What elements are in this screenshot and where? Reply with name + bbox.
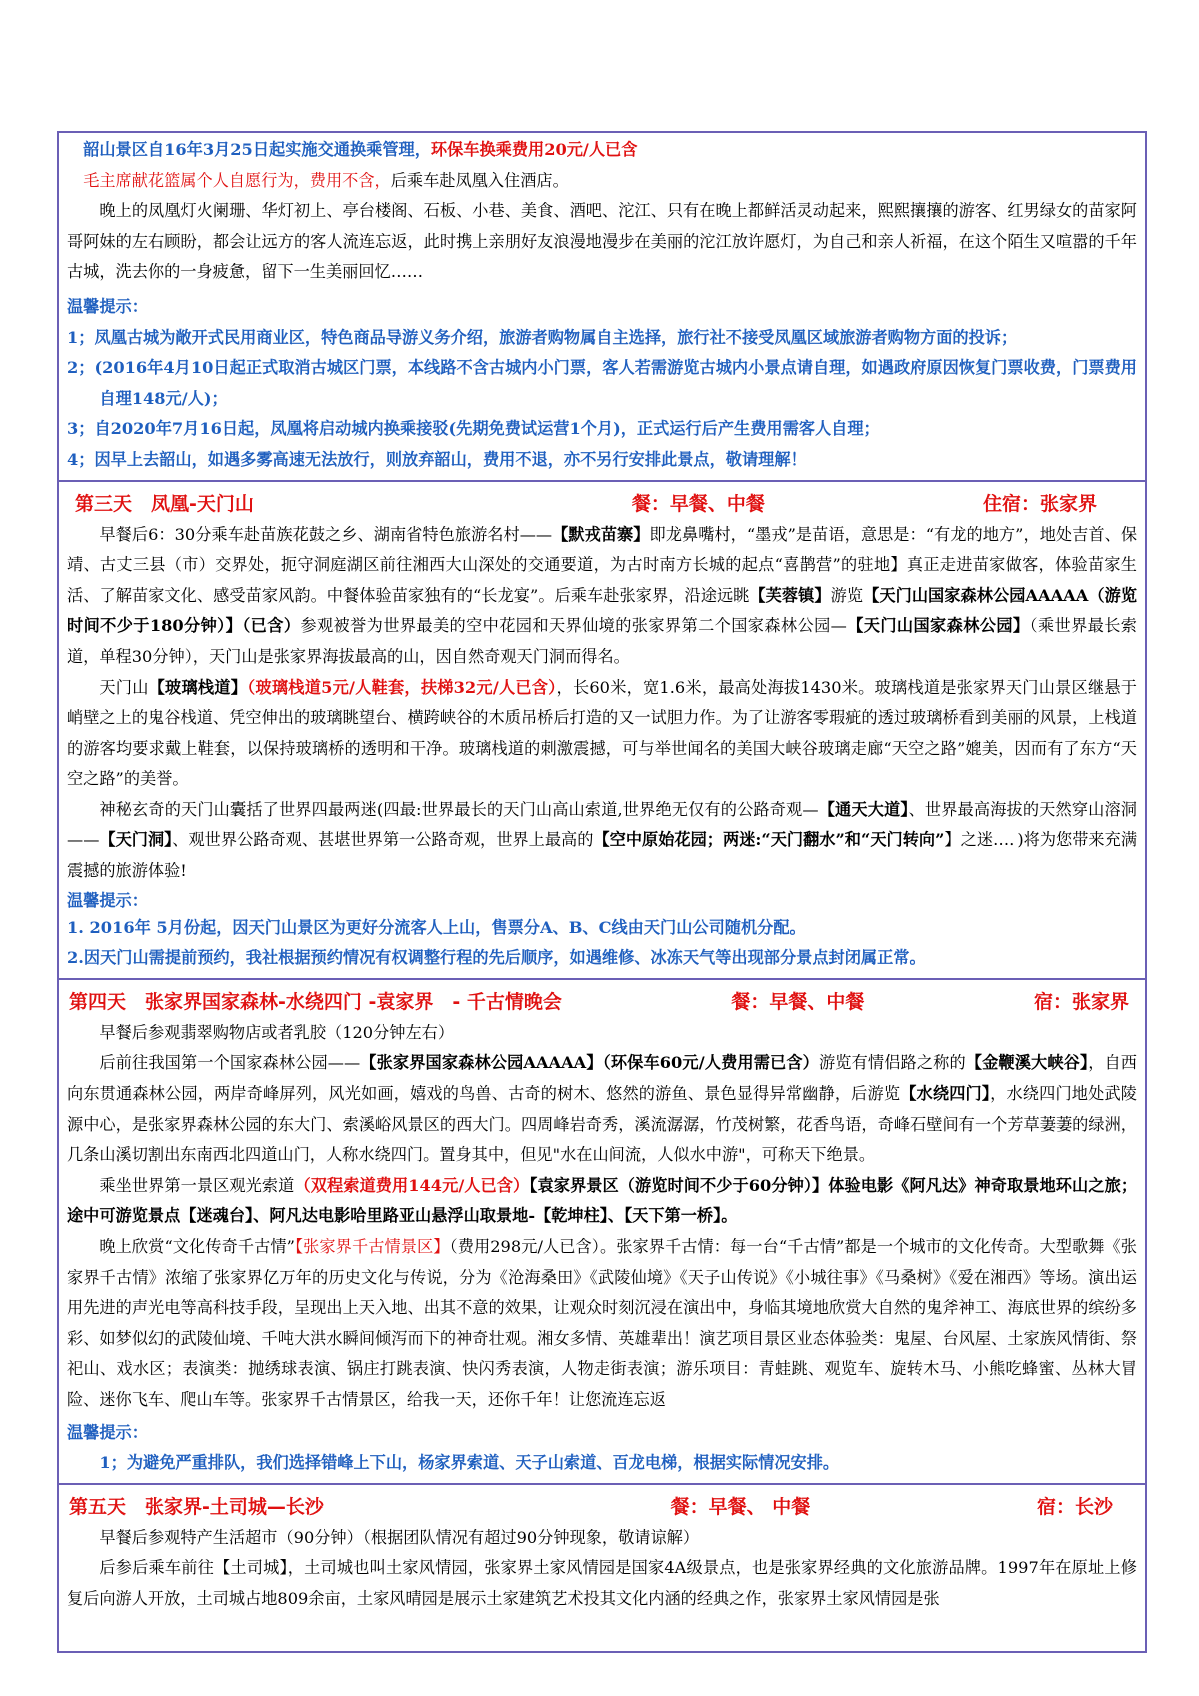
day3-paragraph-2: 天门山【玻璃栈道】（玻璃栈道5元/人鞋套，扶梯32元/人已含），长60米，宽1.6米，最高处海拔1430米。玻璃栈道是张家界天门山景区继悬于峭壁之上的鬼谷栈道、凭空伸出的玻璃眺望台、横跨峡谷的木质吊桥后打造的又一试胆力作。为了让游客零瑕疵的透过玻璃桥看到美丽的风景，上栈道的游客均要求戴上鞋套，以保持玻璃桥的透明和干净。玻璃栈道的刺激震撼，可与举世闻名的美国大峡谷玻璃走廊“天空之路”媲美，因而有了东方“天空之路”的美誉。 xyxy=(67,677,1137,789)
fenghuang-night-paragraph: 晚上的凤凰灯火阑珊、华灯初上、亭台楼阁、石板、小巷、美食、酒吧、沱江、只有在晚上都鲜活灵动起来，熙熙攘攘的游客、红男绿女的苗家阿哥阿妹的左右顾盼，都会让远方的客人流连忘返，此时携上亲朋好友浪漫地漫步在美丽的沱江放许愿灯，为自己和亲人祈福，在这个陌生又喧嚣的千年古城，洗去你的一身疲惫，留下一生美丽回忆…… xyxy=(67,201,1137,282)
day5-section xyxy=(59,1485,1145,1619)
day-title: 第三天 凤凰-天门山 xyxy=(75,493,254,516)
day3-header xyxy=(67,486,1137,520)
tip-item: 1；凤凰古城为敞开式民用商业区，特色商品导游义务介绍，旅游者购物属自主选择，旅行社不接受凤凰区域旅游者购物方面的投诉； xyxy=(67,327,1018,347)
tips-heading: 温馨提示： xyxy=(67,890,148,910)
stay-info: 宿：张家界 xyxy=(1033,991,1129,1014)
meal-info: 餐：早餐、中餐 xyxy=(631,493,765,516)
day4-paragraph-4: 晚上欣赏“文化传奇千古情”【张家界千古情景区】（费用298元/人已含）。张家界千古情：每一台“千古情”都是一个城市的文化传奇。大型歌舞《张家界千古情》浓缩了张家界亿万年的历史文化与传说，分为《沧海桑田》《武陵仙境》《天子山传说》《小城往事》《马桑树》《爱在湘西》等场。演出运用先进的声光电等高科技手段，呈现出上天入地、出其不意的效果，让观众时刻沉浸在演出中，身临其境地欣赏大自然的鬼斧神工、海底世界的缤纷多彩、如梦似幻的武陵仙境、千吨大洪水瞬间倾泻而下的神奇壮观。湘女多情、英雄辈出！演艺项目景区业态体验类：鬼屋、台风屋、土家族风情街、祭祀山、戏水区；表演类：抛绣球表演、锅庄打跳表演、快闪秀表演，人物走街表演；游乐项目：青蛙跳、观览车、旋转木马、小熊吃蜂蜜、丛林大冒险、迷你飞车、爬山车等。张家界千古情景区，给我一天，还你千年！让您流连忘返 xyxy=(67,1237,1137,1409)
stay-info: 宿：长沙 xyxy=(1036,1496,1113,1519)
day4-paragraph-1: 早餐后参观翡翠购物店或者乳胶（120分钟左右） xyxy=(99,1022,455,1042)
day4-paragraph-3: 乘坐世界第一景区观光索道（双程索道费用144元/人已含）【袁家界景区（游览时间不少于60分钟）】体验电影《阿凡达》神奇取景地环山之旅；途中可游览景点【迷魂台】、阿凡达电影哈里路亚山悬浮山取景地-【乾坤柱】、【天下第一桥】。 xyxy=(67,1175,1138,1226)
tip-item: 1；为避免严重排队，我们选择错峰上下山，杨家界索道、天子山索道、百龙电梯，根据实际情况安排。 xyxy=(99,1453,840,1473)
day4-paragraph-2: 后前往我国第一个国家森林公园——【张家界国家森林公园AAAAA】（环保车60元/人费用需已含）游览有情侣路之称的【金鞭溪大峡谷】，自西向东贯通森林公园，两岸奇峰屏列，风光如画，嬉戏的鸟兽、古奇的树木、悠然的游鱼、景色显得异常幽静，后游览【水绕四门】，水绕四门地处武陵源中心，是张家界森林公园的东大门、索溪峪风景区的西大门。四周峰岩奇秀，溪流潺潺，竹茂树繁，花香鸟语，奇峰石壁间有一个芳草萋萋的绿洲，几条山溪切割出东南西北四道山门，人称水绕四门。置身其中，但见"水在山间流，人似水中游"，可称天下绝景。 xyxy=(67,1053,1137,1165)
day5-paragraph-1: 早餐后参观特产生活超市（90分钟）（根据团队情况有超过90分钟现象，敬请谅解） xyxy=(99,1527,700,1547)
flower-basket-note: 毛主席献花篮属个人自愿行为，费用不含，后乘车赴凤凰入住酒店。 xyxy=(83,170,569,190)
tip-item: 1. 2016年 5月份起，因天门山景区为更好分流客人上山，售票分A、B、C线由天门山公司随机分配。 xyxy=(67,917,806,937)
tip-item: 4；因早上去韶山，如遇多雾高速无法放行，则放弃韶山，费用不退，亦不另行安排此景点，敬请理解！ xyxy=(67,449,807,469)
shaoshan-notice: 韶山景区自16年3月25日起实施交通换乘管理，环保车换乘费用20元/人已含 xyxy=(83,140,638,159)
tips-heading: 温馨提示： xyxy=(67,296,148,316)
tip-item: 3；自2020年7月16日起，凤凰将启动城内换乘接驳(先期免费试运营1个月)，正式运行后产生费用需客人自理； xyxy=(67,419,880,439)
day3-section xyxy=(59,482,1145,980)
meal-info: 餐：早餐、 中餐 xyxy=(670,1496,811,1519)
day4-section xyxy=(59,980,1145,1485)
day-title: 第五天 张家界-土司城—长沙 xyxy=(69,1496,324,1519)
tips-heading: 温馨提示： xyxy=(67,1422,148,1442)
itinerary-frame xyxy=(57,131,1147,1653)
tip-item: 2.因天门山需提前预约，我社根据预约情况有权调整行程的先后顺序，如遇维修、冰冻天气等出现部分景点封闭属正常。 xyxy=(67,948,926,968)
day4-header xyxy=(67,984,1137,1018)
day2-continuation xyxy=(59,133,1145,482)
day5-paragraph-2: 后参后乘车前往【土司城】，土司城也叫土家风情园，张家界土家风情园是国家4A级景点，也是张家界经典的文化旅游品牌。1997年在原址上修复后向游人开放，土司城占地809余亩，土家风晴园是展示土家建筑艺术投其文化内涵的经典之作，张家界土家风情园是张 xyxy=(67,1558,1137,1608)
tip-item: 2；(2016年4月10日起正式取消古城区门票，本线路不含古城内小门票，客人若需游览古城内小景点请自理，如遇政府原因恢复门票收费，门票费用自理148元/人)； xyxy=(67,358,1137,408)
day3-paragraph-1: 早餐后6：30分乘车赴苗族花鼓之乡、湖南省特色旅游名村——【默戎苗寨】即龙鼻嘴村，“墨戎”是苗语，意思是：“有龙的地方”，地处吉首、保靖、古丈三县（市）交界处，扼守洞庭湖区前往湘西大山深处的交通要道，为古时南方长城的起点“喜鹊营”的驻地】真正走进苗家做客，体验苗家生活、了解苗家文化、感受苗家风韵。中餐体验苗家独有的“长龙宴”。后乘车赴张家界，沿途远眺【芙蓉镇】游览【天门山国家森林公园AAAAA（游览时间不少于180分钟）】（已含）参观被誉为世界最美的空中花园和天界仙境的张家界第二个国家森林公园—【天门山国家森林公园】（乘世界最长索道，单程30分钟），天门山是张家界海拔最高的山，因自然奇观天门洞而得名。 xyxy=(67,524,1138,666)
meal-info: 餐：早餐、中餐 xyxy=(731,991,865,1014)
day-title: 第四天 张家界国家森林-水绕四门 -袁家界 - 千古情晚会 xyxy=(69,991,562,1014)
day5-header xyxy=(67,1489,1137,1523)
day3-paragraph-3: 神秘玄奇的天门山囊括了世界四最两迷(四最:世界最长的天门山高山索道,世界绝无仅有的公路奇观—【通天大道】、世界最高海拔的天然穿山溶洞——【天门洞】、观世界公路奇观、甚堪世界第一公路奇观，世界上最高的【空中原始花园；两迷:“天门翻水”和“天门转向”】之迷…．)将为您带来充满震撼的旅游体验! xyxy=(67,799,1138,881)
stay-info: 住宿：张家界 xyxy=(982,493,1097,516)
